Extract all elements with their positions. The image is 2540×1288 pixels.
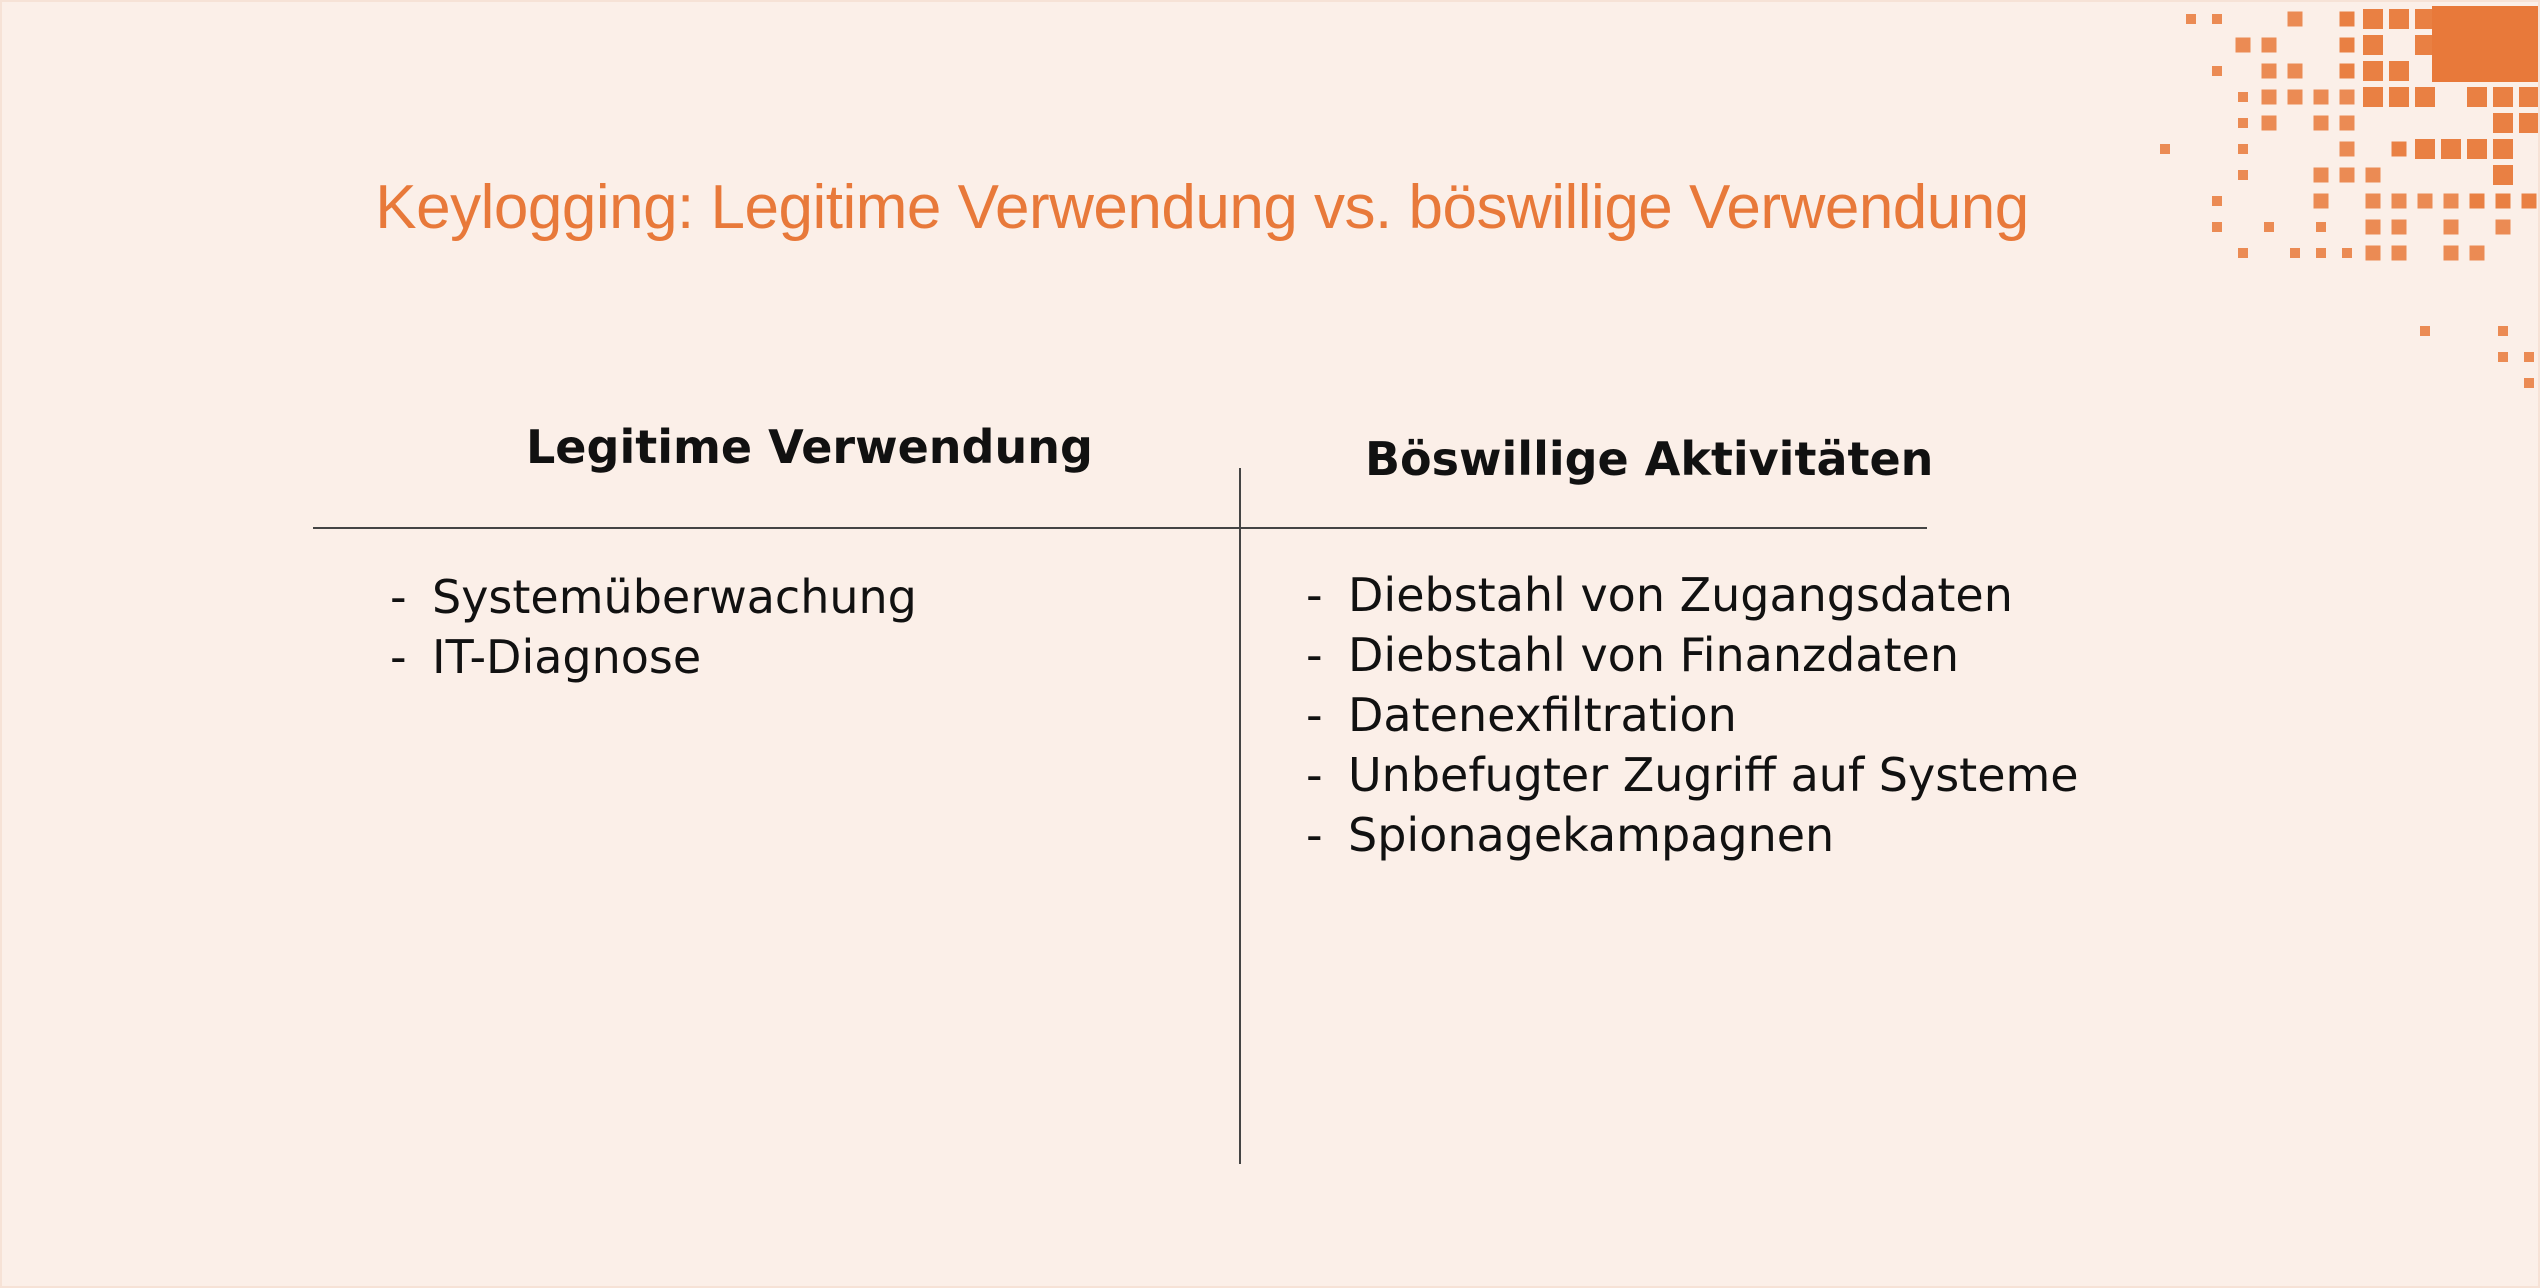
decor-square <box>2493 165 2513 185</box>
list-item <box>1306 745 2079 805</box>
bullet-dash: - <box>1306 568 1323 622</box>
list-item-text: Spionagekampagnen <box>1348 808 1835 862</box>
decor-square <box>2493 9 2513 29</box>
decor-square <box>2212 66 2222 76</box>
list-item <box>390 627 917 687</box>
decor-square <box>2238 118 2248 128</box>
list-item <box>1306 685 2079 745</box>
decor-square <box>2314 116 2329 131</box>
decor-square <box>2238 92 2248 102</box>
list-item-text: Systemüberwachung <box>432 570 917 624</box>
decor-square <box>2366 220 2381 235</box>
decor-square <box>2363 9 2383 29</box>
decor-square <box>2418 194 2433 209</box>
decor-square <box>2441 61 2461 81</box>
decor-square <box>2392 220 2407 235</box>
table-horizontal-divider <box>313 527 1927 529</box>
decor-square <box>2415 9 2435 29</box>
decor-square <box>2262 64 2277 79</box>
decor-square <box>2314 168 2329 183</box>
decor-square <box>2340 12 2355 27</box>
decor-square <box>2160 144 2170 154</box>
decor-square <box>2288 12 2303 27</box>
decor-square <box>2340 90 2355 105</box>
pixel-squares-decoration <box>2112 2 2540 442</box>
slide-title: Keylogging: Legitime Verwendung vs. böswillige Verwendung <box>375 173 2029 242</box>
list-item <box>390 567 917 627</box>
decor-square <box>2498 326 2508 336</box>
decor-square <box>2314 90 2329 105</box>
decor-square <box>2262 38 2277 53</box>
decor-square <box>2238 170 2248 180</box>
decor-square <box>2316 222 2326 232</box>
decor-square <box>2186 14 2196 24</box>
decor-square <box>2493 87 2513 107</box>
decor-square <box>2262 90 2277 105</box>
bullet-dash: - <box>1306 808 1323 862</box>
list-item-text: Unbefugter Zugriff auf Systeme <box>1348 748 2079 802</box>
list-item-text: IT-Diagnose <box>432 630 702 684</box>
decor-square <box>2493 35 2513 55</box>
decor-square <box>2316 248 2326 258</box>
list-item <box>1306 565 2079 625</box>
decor-square <box>2524 352 2534 362</box>
bullet-dash: - <box>390 630 407 684</box>
decor-square <box>2415 87 2435 107</box>
list-item <box>1306 805 2079 865</box>
decor-square <box>2444 246 2459 261</box>
bullet-dash: - <box>1306 748 1323 802</box>
decor-square <box>2366 168 2381 183</box>
decor-square <box>2519 9 2539 29</box>
decor-square <box>2415 139 2435 159</box>
decor-square <box>2212 222 2222 232</box>
decor-square <box>2389 9 2409 29</box>
decor-square <box>2340 168 2355 183</box>
decor-square <box>2519 87 2539 107</box>
decor-square <box>2467 139 2487 159</box>
decor-square <box>2496 220 2511 235</box>
decor-square <box>2212 14 2222 24</box>
decor-square <box>2467 87 2487 107</box>
decor-square <box>2290 248 2300 258</box>
decor-square <box>2238 248 2248 258</box>
decor-square <box>2288 90 2303 105</box>
decor-square <box>2392 194 2407 209</box>
decor-square <box>2288 64 2303 79</box>
decor-square <box>2467 9 2487 29</box>
decor-square <box>2522 194 2537 209</box>
decor-square <box>2342 248 2352 258</box>
decor-square <box>2524 378 2534 388</box>
decor-square <box>2496 194 2511 209</box>
decor-square <box>2363 87 2383 107</box>
decor-square <box>2236 38 2251 53</box>
decor-square <box>2212 196 2222 206</box>
decor-square <box>2470 246 2485 261</box>
decor-square <box>2493 113 2513 133</box>
decor-square <box>2363 35 2383 55</box>
malicious-activities-list <box>1306 565 2079 865</box>
decor-square <box>2366 246 2381 261</box>
decor-square <box>2340 38 2355 53</box>
decor-square <box>2444 220 2459 235</box>
decor-square <box>2389 87 2409 107</box>
decor-square <box>2444 194 2459 209</box>
decor-square <box>2366 194 2381 209</box>
column-heading-legitimate: Legitime Verwendung <box>526 420 1093 474</box>
decor-square <box>2467 35 2487 55</box>
decor-square <box>2314 194 2329 209</box>
decor-square <box>2389 61 2409 81</box>
list-item-text: Diebstahl von Zugangsdaten <box>1348 568 2013 622</box>
table-vertical-divider <box>1239 468 1241 1164</box>
decor-square <box>2498 352 2508 362</box>
decor-square <box>2340 142 2355 157</box>
decor-square <box>2441 35 2461 55</box>
bullet-dash: - <box>390 570 407 624</box>
decor-square <box>2467 61 2487 81</box>
decor-square <box>2264 222 2274 232</box>
list-item-text: Datenexfiltration <box>1348 688 1737 742</box>
decor-square <box>2363 61 2383 81</box>
decor-square <box>2415 35 2435 55</box>
column-heading-malicious: Böswillige Aktivitäten <box>1365 432 1934 486</box>
decor-square <box>2493 61 2513 81</box>
bullet-dash: - <box>1306 628 1323 682</box>
decor-square <box>2340 64 2355 79</box>
decor-square <box>2519 35 2539 55</box>
decor-square <box>2238 144 2248 154</box>
decor-square <box>2493 139 2513 159</box>
list-item-text: Diebstahl von Finanzdaten <box>1348 628 1960 682</box>
decor-square <box>2392 246 2407 261</box>
decor-square <box>2519 113 2539 133</box>
decor-square <box>2441 9 2461 29</box>
decor-square <box>2392 142 2407 157</box>
decor-square <box>2262 116 2277 131</box>
decor-square <box>2519 61 2539 81</box>
decor-square <box>2420 326 2430 336</box>
list-item <box>1306 625 2079 685</box>
decor-square <box>2441 139 2461 159</box>
decor-square <box>2470 194 2485 209</box>
legitimate-uses-list <box>390 567 917 687</box>
bullet-dash: - <box>1306 688 1323 742</box>
decor-square <box>2340 116 2355 131</box>
